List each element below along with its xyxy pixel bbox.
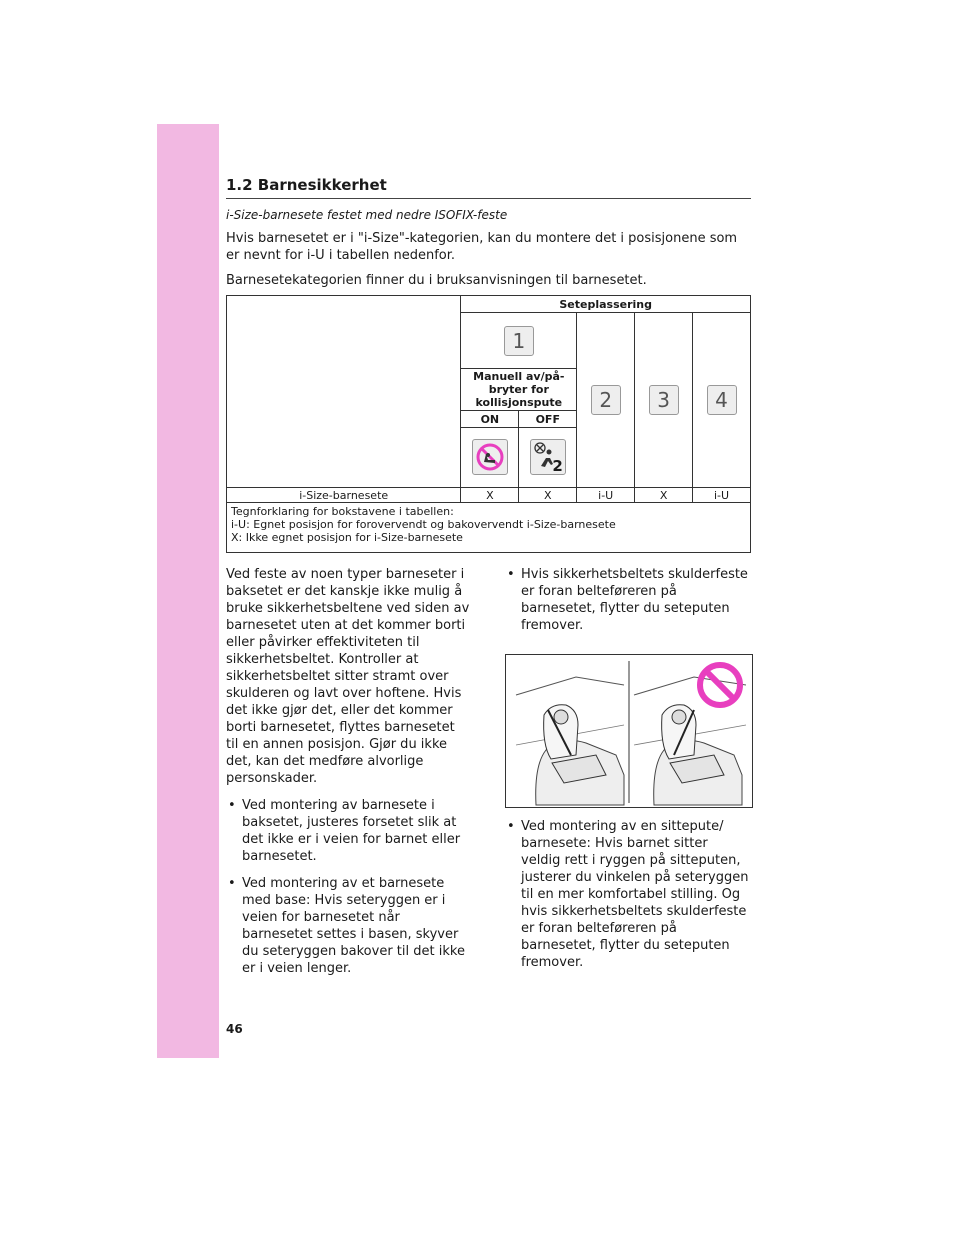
on-label: ON <box>461 411 519 428</box>
position-2-cell <box>577 313 635 488</box>
legend-line: i-U: Egnet posisjon for forovervendt og bakovervendt i-Size-barnesete <box>231 518 616 531</box>
airbag-switch-label: Manuell av/på-bryter for kollisjonspute <box>461 369 577 411</box>
row-value-pos1-on: X <box>461 488 519 503</box>
row-value-pos2: i-U <box>577 488 635 503</box>
seat-position-4-icon: 4 <box>707 385 737 415</box>
airbag-off-number: 2 <box>552 456 563 475</box>
empty-header-cell <box>227 296 461 488</box>
list-item: • Ved montering av en sittepute/ barnesete: Hvis barnet sitter veldig rett i ryggen på sitteputen, justerer du vinkelen på seteryggen til en mer komfortabel stilling. Og hvis sikkerhetsbeltets skulderfeste er foran belteføreren på barnesetet, flytter du seteputen fremover. <box>505 818 751 971</box>
row-value-pos3: X <box>635 488 693 503</box>
seat-position-table <box>226 295 751 553</box>
table-legend <box>227 503 751 553</box>
list-item: • Ved montering av barnesete i baksetet, justeres forsetet slik at det ikke er i veien for barnet eller barnesetet. <box>226 797 471 865</box>
airbag-off-cell <box>519 428 577 488</box>
airbag-off-passenger-icon <box>530 439 566 475</box>
list-item: • Ved montering av et barnesete med base: Hvis seteryggen er i veien for barnesetet når barnesetet settes i basen, skyver du seteryggen bakover til det ikke er i veien lenger. <box>226 875 471 977</box>
main-content <box>226 176 751 553</box>
rear-facing-seat-prohibited-icon <box>472 439 508 475</box>
seat-position-3-icon: 3 <box>649 385 679 415</box>
warning-paragraph: Ved feste av noen typer barneseter i baksetet er det kanskje ikke mulig å bruke sikkerhetsbeltene ved siden av barnesetet uten at det kommer borti eller påvirker effektiviteten til sikkerhetsbeltet. Kontroller at sikkerhetsbeltet sitter stramt over skulderen og lavt over hoftene. Hvis det ikke gjør det, eller det kommer borti barnesetet, flyttes barnesetet til en annen posisjon. Gjør du ikke det, kan det medføre alvorlige personskader. <box>226 567 470 786</box>
subtitle: i-Size-barnesete festet med nedre ISOFIX-feste <box>226 208 508 222</box>
position-3-cell <box>635 313 693 488</box>
row-label: i-Size-barnesete <box>227 488 461 503</box>
row-value-pos4: i-U <box>693 488 751 503</box>
right-column <box>505 566 751 971</box>
legend-line: Tegnforklaring for bokstavene i tabellen: <box>231 505 454 518</box>
seat-position-2-icon: 2 <box>591 385 621 415</box>
off-label: OFF <box>519 411 577 428</box>
row-value-pos1-off: X <box>519 488 577 503</box>
page-number: 46 <box>226 1022 243 1036</box>
airbag-on-cell <box>461 428 519 488</box>
list-item: • Hvis sikkerhetsbeltets skulderfeste er foran belteføreren på barnesetet, flytter du seteputen fremover. <box>505 566 751 634</box>
page-sidebar-band <box>157 124 219 1058</box>
position-1-cell <box>461 313 577 369</box>
intro-paragraph: Hvis barnesetet er i "i-Size"-kategorien, kan du montere det i posisjonene som er nevnt for i-U i tabellen nedenfor. <box>226 231 738 263</box>
legend-line: X: Ikke egnet posisjon for i-Size-barnesete <box>231 531 463 544</box>
position-4-cell <box>693 313 751 488</box>
intro-paragraph: Barnesetekategorien finner du i bruksanvisningen til barnesetet. <box>226 273 647 288</box>
seat-position-1-icon: 1 <box>504 326 534 356</box>
left-column <box>226 566 471 977</box>
section-title: 1.2 Barnesikkerhet <box>226 176 751 199</box>
table-header: Seteplassering <box>461 296 751 313</box>
child-seat-belt-illustration <box>505 654 753 808</box>
